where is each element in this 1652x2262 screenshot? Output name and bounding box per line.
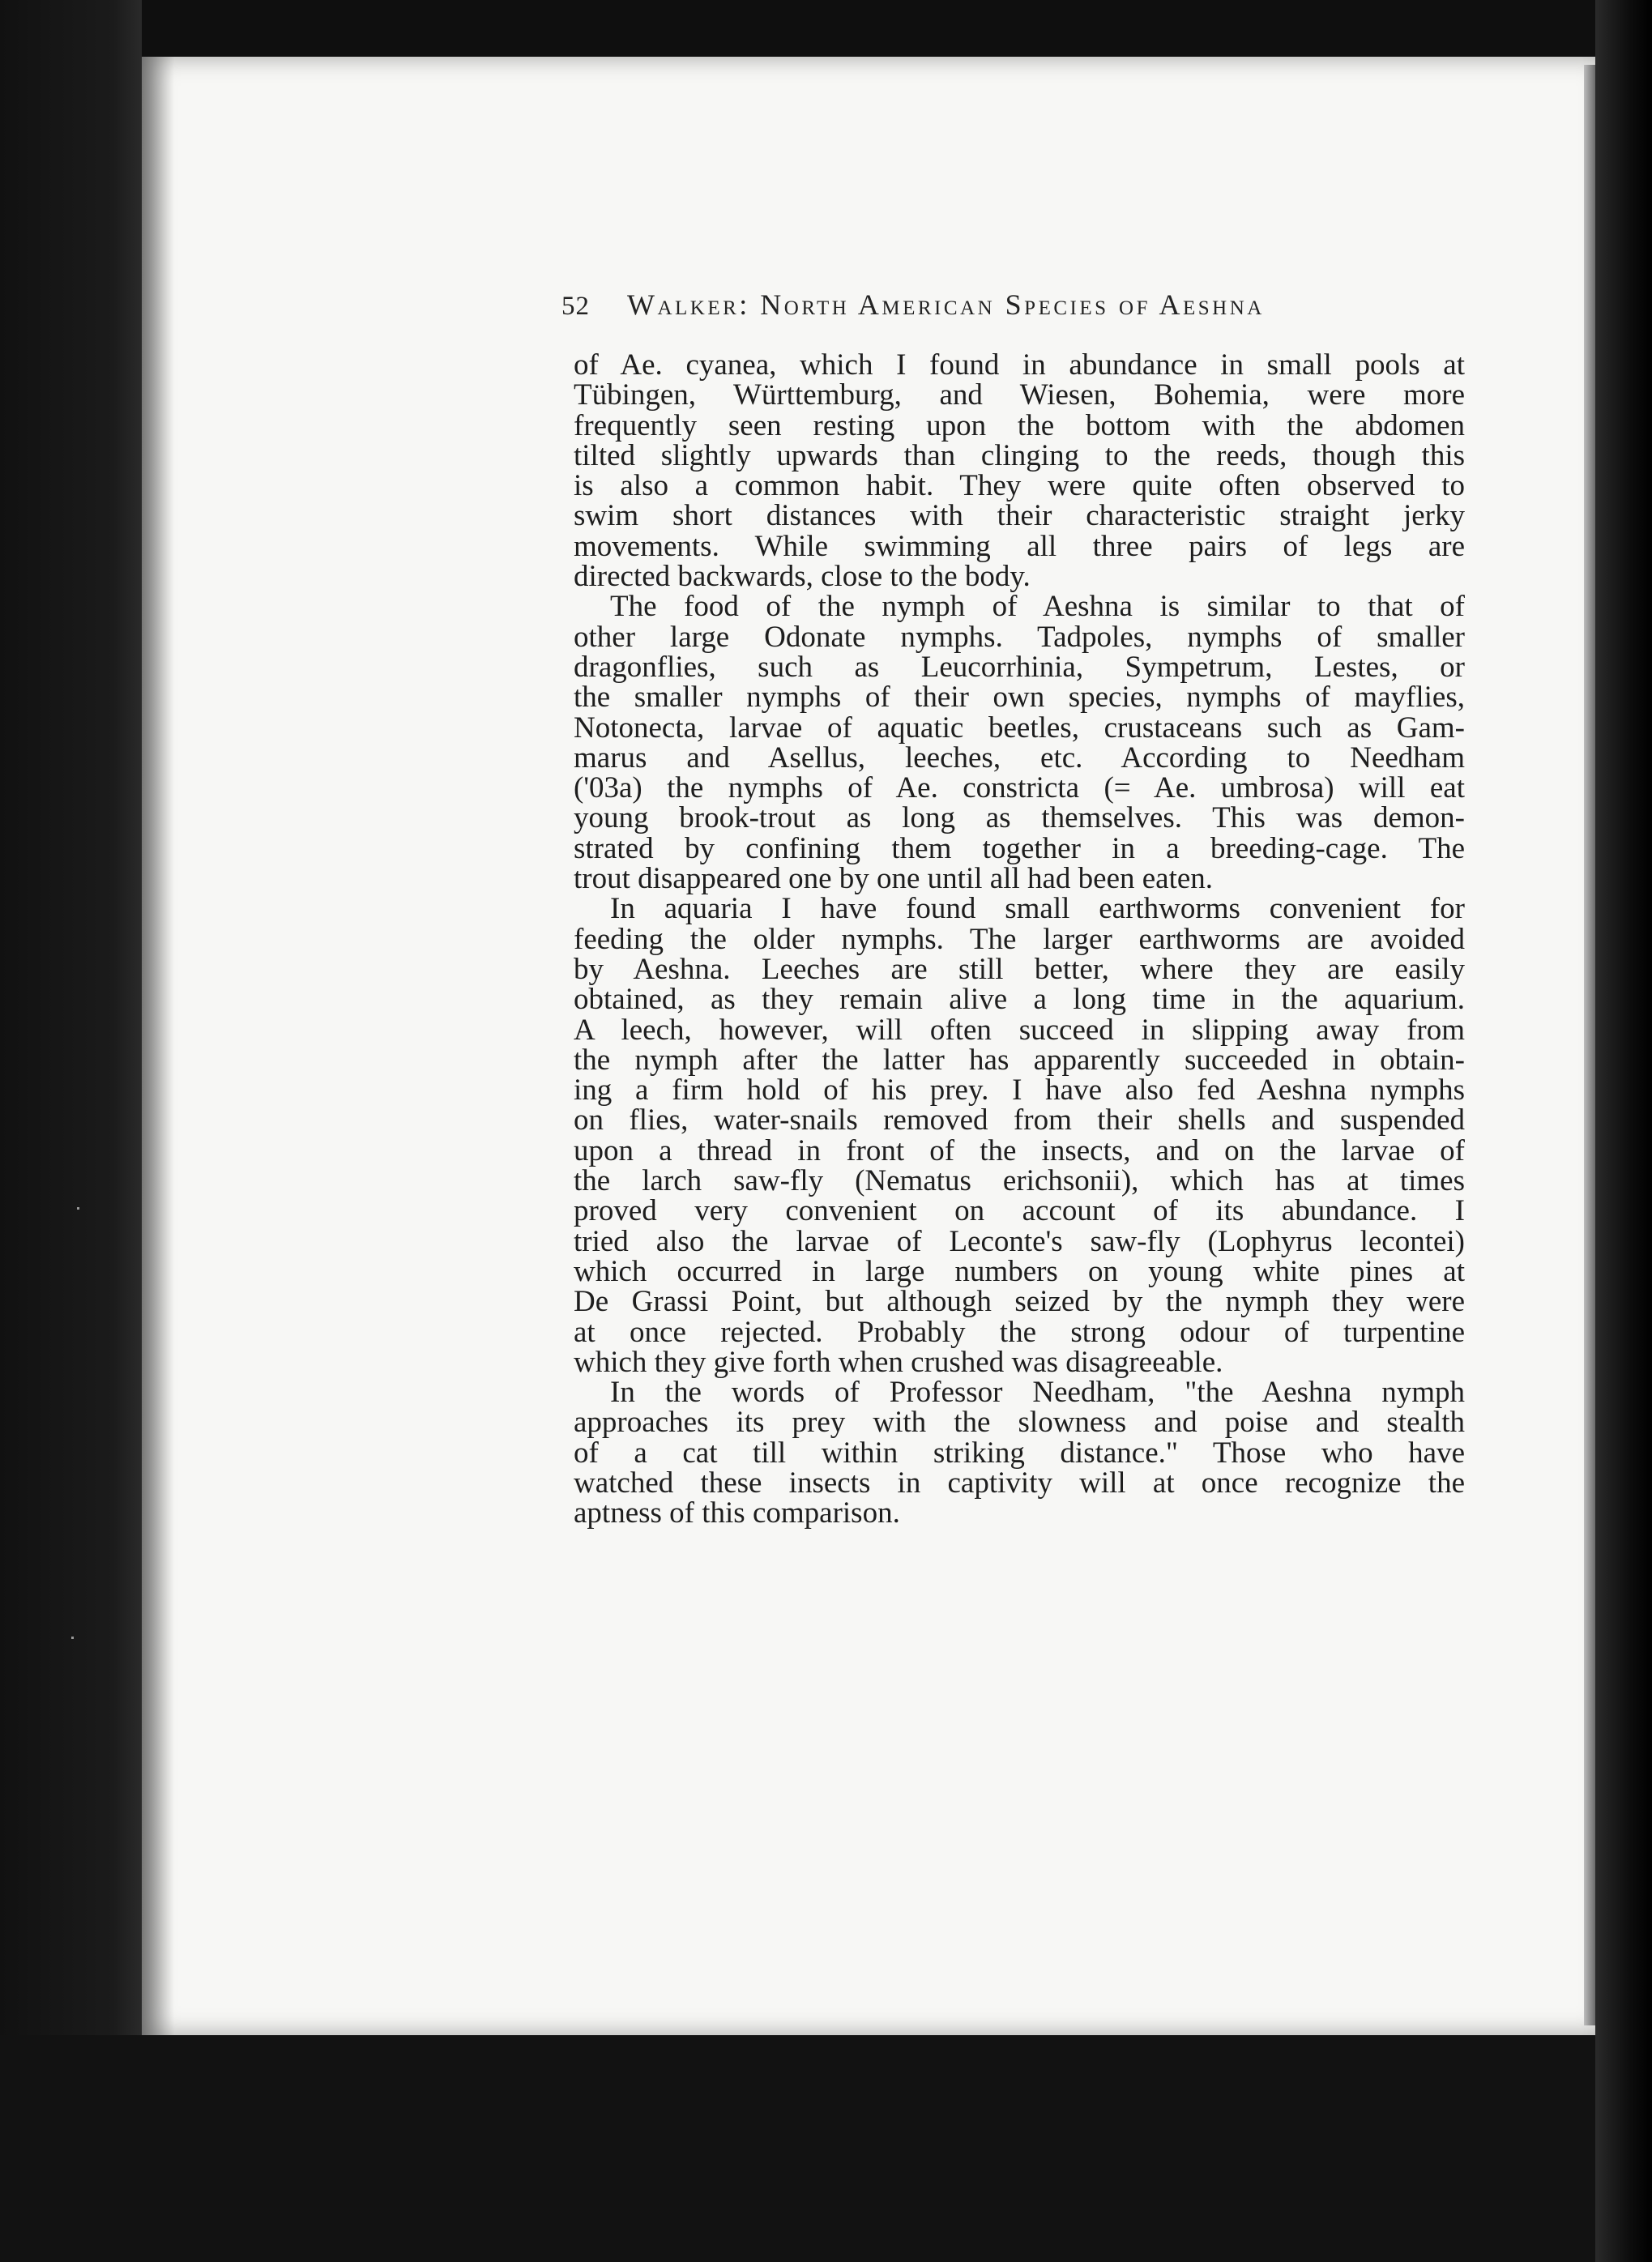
page-number: 52 [561,292,590,321]
text-line: other large Odonate nymphs. Tadpoles, nymphs of smaller [574,620,1465,654]
text-line: at once rejected. Probably the strong odour of turpentine [574,1315,1465,1349]
text-line: young brook-trout as long as themselves. This was demon- [574,801,1465,835]
text-line: the nymph after the latter has apparently succeeded in obtain- [574,1043,1465,1077]
text-line: frequently seen resting upon the bottom with the abdomen [574,408,1465,442]
text-line: Notonecta, larvae of aquatic beetles, crustaceans such as Gam- [574,711,1465,745]
scanner-border-right [1595,0,1652,2262]
text-line: swim short distances with their characteristic straight jerky [574,499,1465,533]
scanner-border-bottom [0,2035,1652,2262]
scanner-border-top [0,0,1652,57]
paragraph [574,1377,1465,1528]
text-line: of a cat till within striking distance." Those who have [574,1436,1465,1470]
page-edge [1584,65,1595,2025]
paragraph [574,348,1465,594]
text-line: strated by confining them together in a breeding-cage. The [574,831,1465,865]
text-line: ing a firm hold of his prey. I have also fed Aeshna nymphs [574,1073,1465,1108]
text-line: on flies, water-snails removed from their shells and suspended [574,1103,1465,1137]
scan-speck [77,1207,79,1210]
scanner-border-left [0,0,142,2262]
text-line: dragonflies, such as Leucorrhinia, Sympetrum, Lestes, or [574,650,1465,684]
text-line: the larch saw-fly (Nematus erichsonii), which has at times [574,1164,1465,1198]
text-line: watched these insects in captivity will at once recognize the [574,1466,1465,1500]
text-line: directed backwards, close to the body. [574,560,1031,594]
text-line: trout disappeared one by one until all had been eaten. [574,862,1214,896]
text-line: tilted slightly upwards than clinging to the reeds, though this [574,438,1465,472]
paragraph [574,591,1465,894]
text-line: upon a thread in front of the insects, and on the larvae of [574,1133,1465,1167]
text-line: aptness of this comparison. [574,1496,900,1530]
running-head-title: Walker: North American Species of Aeshna [627,288,1265,321]
text-line: movements. While swimming all three pairs of legs are [574,529,1465,563]
text-line: of Ae. cyanea, which I found in abundance in small pools at [574,348,1465,382]
scan-speck [71,1637,74,1639]
text-line: Tübingen, Württemburg, and Wiesen, Bohemia, were more [574,378,1465,412]
text-line: the smaller nymphs of their own species, nymphs of mayflies, [574,681,1465,715]
text-line: The food of the nymph of Aeshna is similar to that of [610,590,1465,624]
text-line: which occurred in large numbers on young white pines at [574,1254,1465,1288]
text-line: In the words of Professor Needham, "the Aeshna nymph [610,1376,1465,1410]
text-line: by Aeshna. Leeches are still better, where they are easily [574,952,1465,986]
text-line: obtained, as they remain alive a long time in the aquarium. [574,983,1465,1017]
paragraph [574,894,1465,1377]
text-line: A leech, however, will often succeed in slipping away from [574,1013,1465,1047]
running-header [561,288,1394,333]
text-line: is also a common habit. They were quite often observed to [574,469,1465,503]
text-line: In aquaria I have found small earthworms convenient for [610,892,1465,926]
text-line: proved very convenient on account of its abundance. I [574,1194,1465,1228]
text-line: tried also the larvae of Leconte's saw-fly (Lophyrus lecontei) [574,1224,1465,1258]
binding-shadow [142,57,174,2035]
text-line: feeding the older nymphs. The larger earthworms are avoided [574,922,1465,956]
body-text [574,350,1465,1529]
text-line: which they give forth when crushed was disagreeable. [574,1345,1223,1379]
text-line: approaches its prey with the slowness and poise and stealth [574,1406,1465,1440]
text-line: ('03a) the nymphs of Ae. constricta (= Ae. umbrosa) will eat [574,771,1465,805]
text-line: De Grassi Point, but although seized by the nymph they were [574,1285,1465,1319]
text-line: marus and Asellus, leeches, etc. According to Needham [574,740,1465,775]
